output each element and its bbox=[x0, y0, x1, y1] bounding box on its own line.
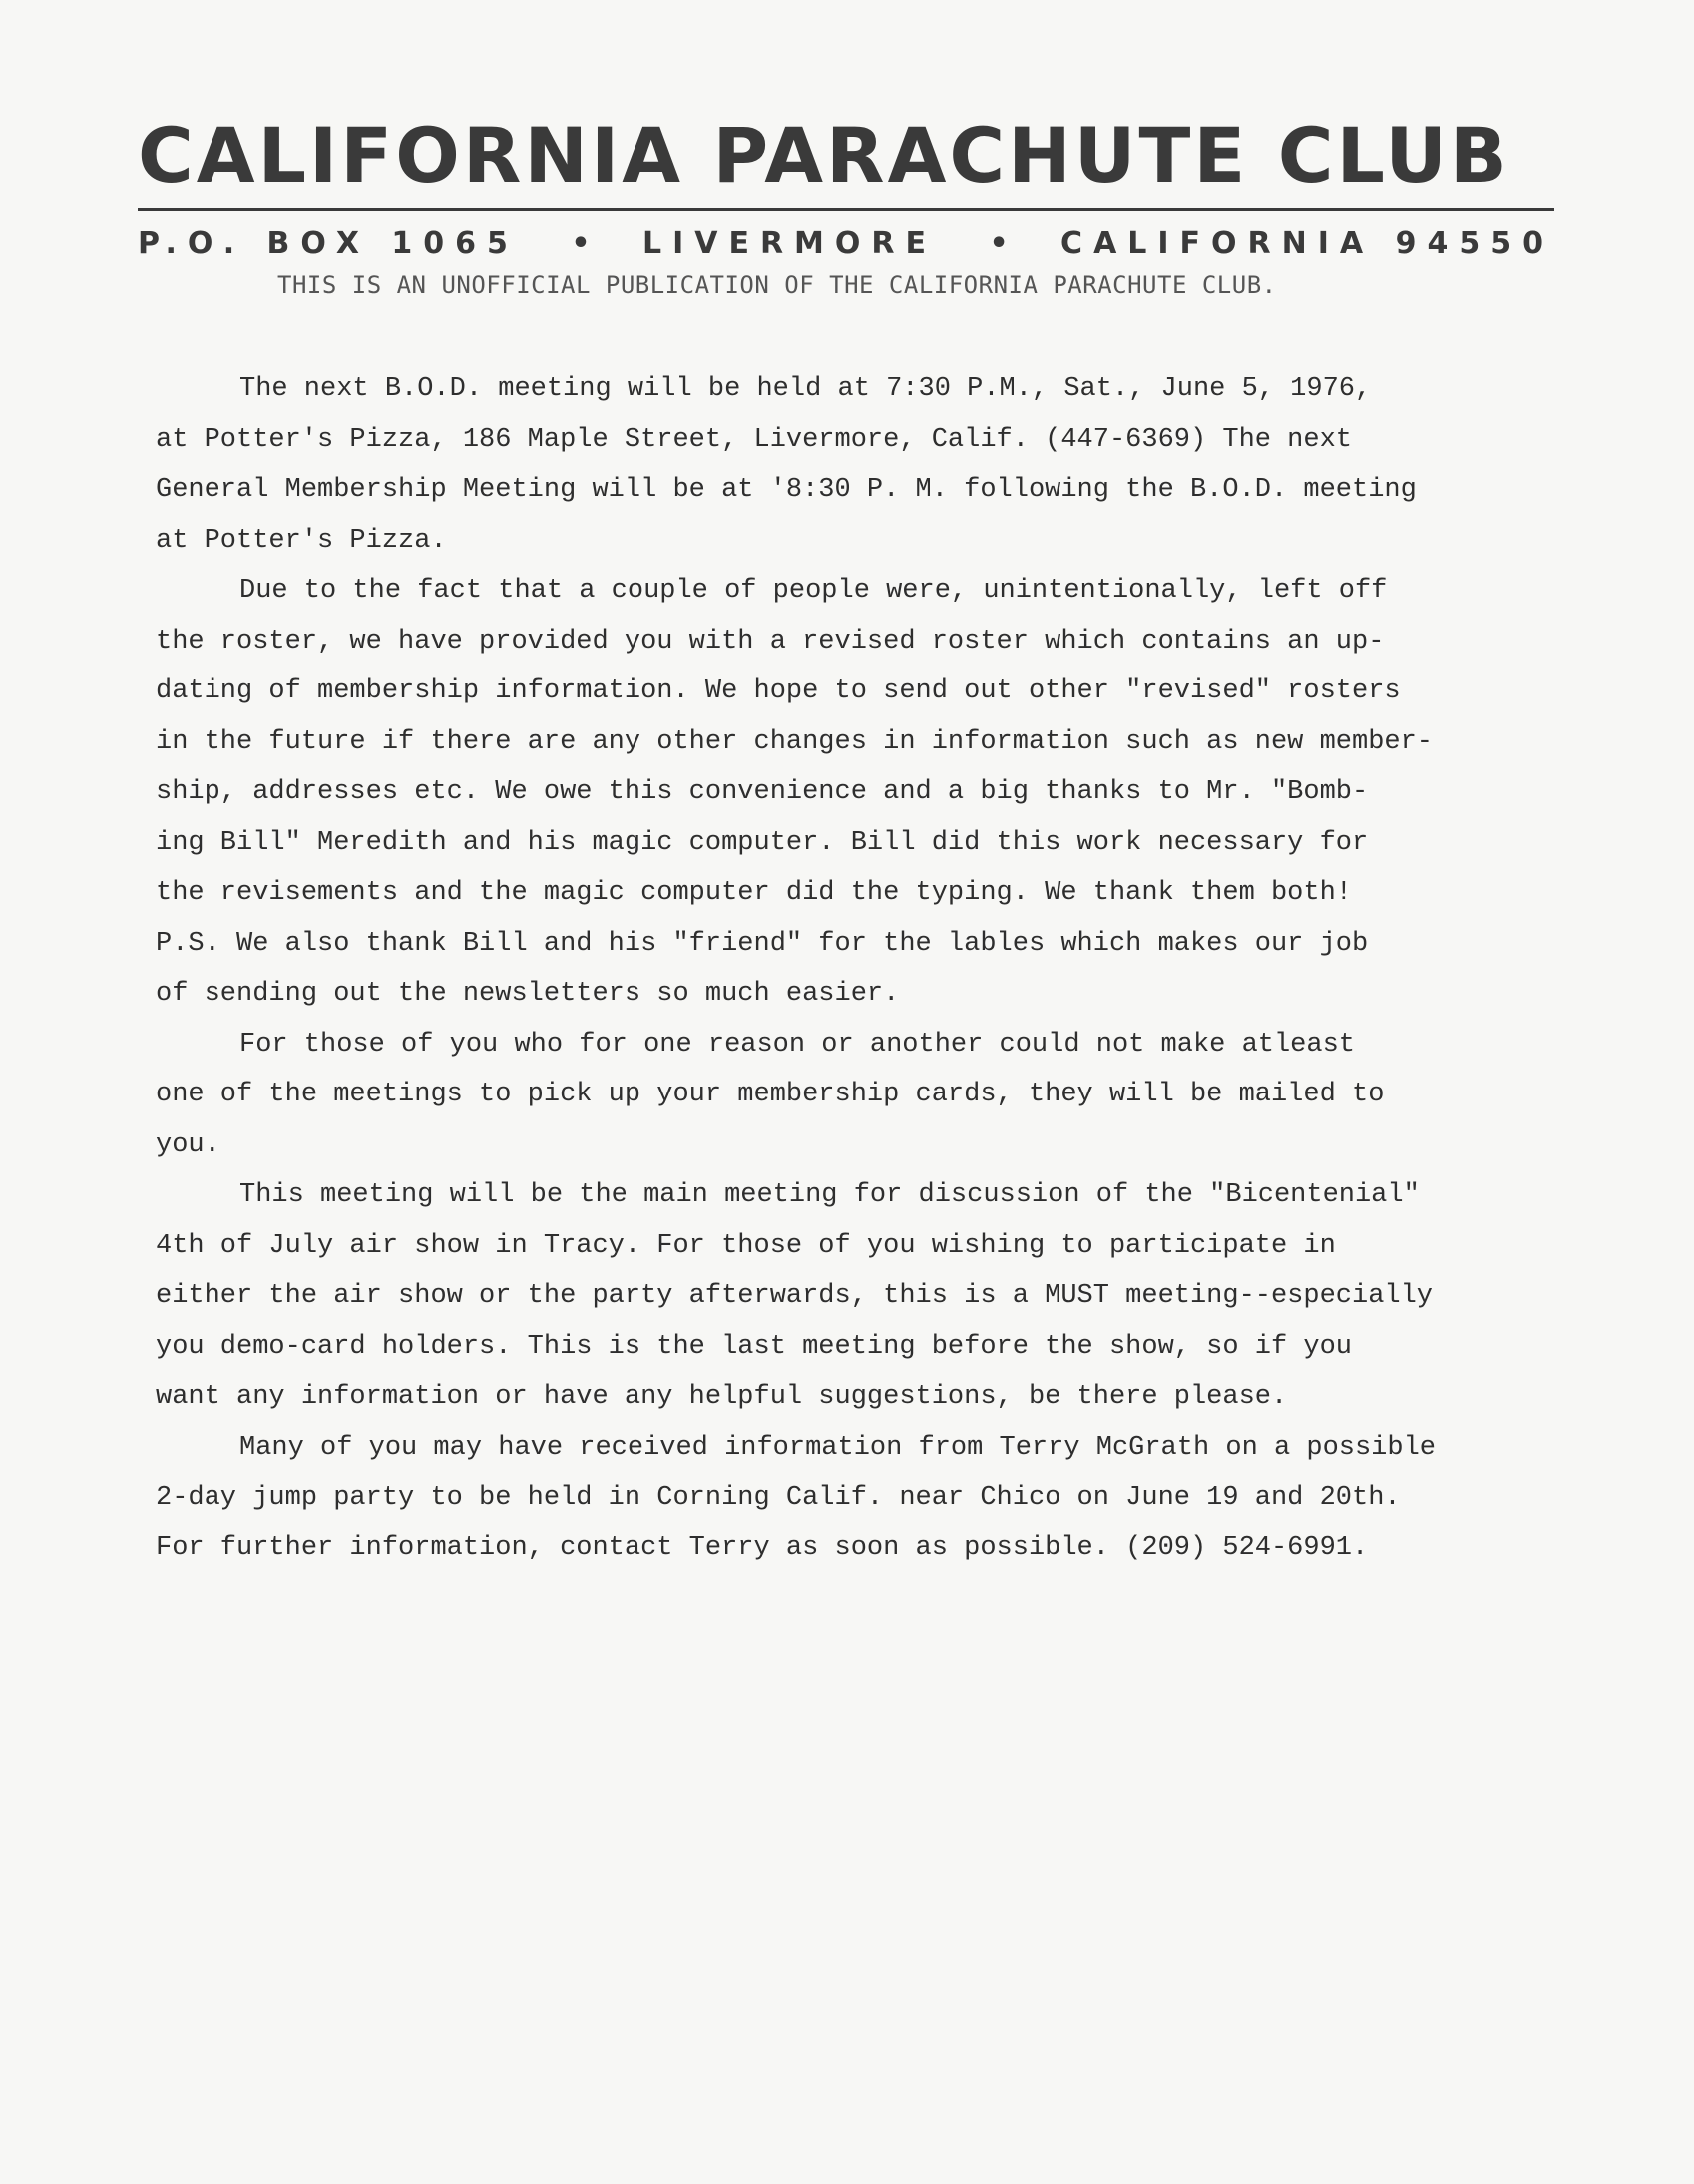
body-text-line: want any information or have any helpful suggestions, be there please. bbox=[156, 1382, 1288, 1412]
body-text-line: the revisements and the magic computer did the typing. We thank them both! bbox=[156, 878, 1352, 908]
body-text-line: the roster, we have provided you with a revised roster which contains an up- bbox=[156, 626, 1385, 656]
body-text-line: The next B.O.D. meeting will be held at 7:30 P.M., Sat., June 5, 1976, bbox=[239, 374, 1372, 404]
letterhead bbox=[138, 111, 1558, 261]
club-name-heading: CALIFORNIA PARACHUTE CLUB bbox=[138, 111, 1510, 200]
address-separator: • bbox=[989, 226, 1009, 261]
body-text-line: ship, addresses etc. We owe this convenience and a big thanks to Mr. "Bomb- bbox=[156, 777, 1369, 807]
body-text-line: Many of you may have received information from Terry McGrath on a possible bbox=[239, 1432, 1436, 1463]
body-text-line: you. bbox=[156, 1129, 220, 1160]
state-zip: CALIFORNIA 94550 bbox=[1060, 226, 1554, 261]
body-text-line: dating of membership information. We hope to send out other "revised" rosters bbox=[156, 676, 1401, 706]
address-separator: • bbox=[571, 226, 591, 261]
body-text-line: either the air show or the party afterwards, this is a MUST meeting--especially bbox=[156, 1281, 1434, 1311]
newsletter-body bbox=[156, 364, 1512, 1573]
body-text-line: For those of you who for one reason or another could not make atleast bbox=[239, 1029, 1355, 1060]
body-text-line: of sending out the newsletters so much easier. bbox=[156, 979, 900, 1009]
club-address bbox=[138, 226, 1554, 261]
unofficial-publication-notice: THIS IS AN UNOFFICIAL PUBLICATION OF THE CALIFORNIA PARACHUTE CLUB. bbox=[277, 271, 1277, 299]
body-text-line: Due to the fact that a couple of people were, unintentionally, left off bbox=[239, 576, 1388, 606]
body-text-line: you demo-card holders. This is the last meeting before the show, so if you bbox=[156, 1331, 1352, 1362]
body-text-line: For further information, contact Terry as soon as possible. (209) 524-6991. bbox=[156, 1532, 1369, 1563]
po-box: P.O. BOX 1065 bbox=[138, 226, 519, 261]
body-text-line: General Membership Meeting will be at '8:30 P. M. following the B.O.D. meeting bbox=[156, 475, 1417, 505]
body-text-line: one of the meetings to pick up your membership cards, they will be mailed to bbox=[156, 1080, 1385, 1109]
body-text-line: at Potter's Pizza, 186 Maple Street, Livermore, Calif. (447-6369) The next bbox=[156, 424, 1352, 455]
body-text-line: in the future if there are any other changes in information such as new member- bbox=[156, 726, 1434, 757]
city: LIVERMORE bbox=[641, 226, 938, 261]
body-text-line: P.S. We also thank Bill and his "friend" for the lables which makes our job bbox=[156, 928, 1369, 959]
body-text-line: This meeting will be the main meeting for discussion of the "Bicentenial" bbox=[239, 1180, 1420, 1210]
body-text-line: ing Bill" Meredith and his magic computer. Bill did this work necessary for bbox=[156, 827, 1369, 858]
body-text-line: 2-day jump party to be held in Corning Calif. near Chico on June 19 and 20th. bbox=[156, 1483, 1401, 1513]
letterhead-divider bbox=[138, 208, 1554, 211]
body-text-line: at Potter's Pizza. bbox=[156, 525, 447, 556]
body-text-line: 4th of July air show in Tracy. For those of you wishing to participate in bbox=[156, 1230, 1336, 1261]
